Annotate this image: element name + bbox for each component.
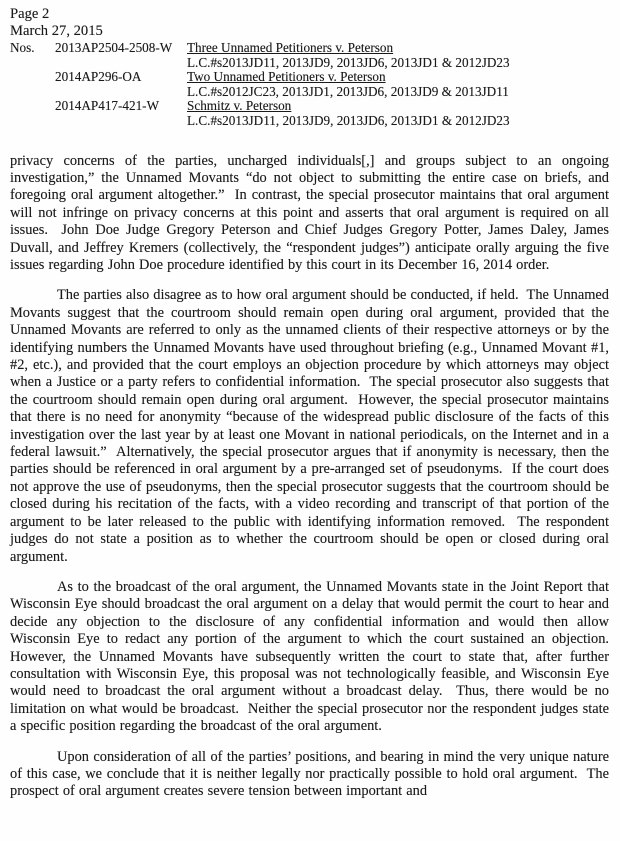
document-body bbox=[10, 152, 618, 801]
date-label: March 27, 2015 bbox=[10, 23, 103, 39]
case-number: 2013AP2504-2508-W bbox=[55, 40, 173, 55]
case-caption: Two Unnamed Petitioners v. Peterson bbox=[187, 69, 386, 85]
case-row bbox=[10, 70, 609, 99]
body-paragraph: As to the broadcast of the oral argument, the Unnamed Movants state in the Joint Report that Wisconsin Eye should broadcast the oral argument on a delay that would permit the court to hear and decide any objection to the disclosure of any confidential information and would then allow Wisconsin Eye to redact any portion of the argument to which the court sustained an objection. However, the Unnamed Movants have subsequently written the court to state that, after further consultation with Wisconsin Eye, this proposal was not technologically feasible, and Wisconsin Eye would need to broadcast the oral argument without a broadcast delay. Thus, there would be no limitation on what would be broadcast. Neither the special prosecutor nor the respondent judges state a specific position regarding the broadcast of the oral argument. bbox=[10, 578, 618, 735]
page-number-label: Page 2 bbox=[10, 6, 50, 22]
body-paragraph: The parties also disagree as to how oral argument should be conducted, if held. The Unnamed Movants suggest that the courtroom should remain open during oral argument, provided that the Unnamed Movants are referred to only as the unnamed clients of their respective attorneys or by the identifying numbers the Unnamed Movants have used throughout briefing (e.g., Unnamed Movant #1, #2, etc.), and provided that the court employs an objection procedure by which attorneys may object when a Justice or a party refers to confidential information. The special prosecutor also suggests that the courtroom should remain open during oral argument. However, the special prosecutor maintains that there is no need for anonymity “because of the widespread public disclosure of the facts of this investigation over the last year by at least one Movant in national periodicals, on the Internet and in a federal lawsuit.” Alternatively, the special prosecutor argues that if anonymity is necessary, then the parties should be referenced in oral argument by a pre-arranged set of pseudonyms. If the court does not approve the use of pseudonyms, then the special prosecutor suggests that the courtroom should be closed during his recitation of the facts, with a video recording and transcript of that portion of the argument to be later released to the public with identifying information removed. The respondent judges do not state a position as to whether the courtroom should be open or closed during oral argument. bbox=[10, 287, 614, 565]
nos-label: Nos. bbox=[10, 40, 35, 55]
body-paragraph: privacy concerns of the parties, uncharged individuals[,] and groups subject to an ongoing investigation,” the Unnamed Movants “do not object to submitting the entire case on briefs, and foregoing oral argument altogether.” In contrast, the special prosecutor maintains that oral argument will not infringe on privacy concerns at this point and asserts that oral argument is required on all issues. John Doe Judge Gregory Peterson and Chief Judges Gregory Potter, James Daley, James Duvall, and Jeffrey Kremers (collectively, the “respondent judges”) anticipate orally arguing the five issues regarding John Doe procedure identified by this court in its December 16, 2014 order. bbox=[10, 152, 614, 273]
case-lc-numbers: L.C.#s2013JD11, 2013JD9, 2013JD6, 2013JD1 & 2012JD23 bbox=[187, 54, 510, 70]
case-lc-numbers: L.C.#s2012JC23, 2013JD1, 2013JD6, 2013JD9 & 2013JD11 bbox=[187, 83, 509, 99]
case-number: 2014AP296-OA bbox=[55, 69, 142, 85]
case-row bbox=[10, 41, 609, 70]
case-caption: Schmitz v. Peterson bbox=[187, 98, 292, 114]
page-header bbox=[10, 6, 609, 129]
case-caption: Three Unnamed Petitioners v. Peterson bbox=[187, 40, 394, 55]
case-number: 2014AP417-421-W bbox=[55, 98, 160, 114]
case-list bbox=[10, 41, 609, 129]
case-row bbox=[10, 99, 609, 128]
case-lc-numbers: L.C.#s2013JD11, 2013JD9, 2013JD6, 2013JD1 & 2012JD23 bbox=[187, 112, 510, 128]
body-paragraph: Upon consideration of all of the parties’ positions, and bearing in mind the very unique nature of this case, we conclude that it is neither legally nor practically possible to hold oral argument. The prospect of oral argument creates severe tension between important and bbox=[10, 748, 614, 800]
